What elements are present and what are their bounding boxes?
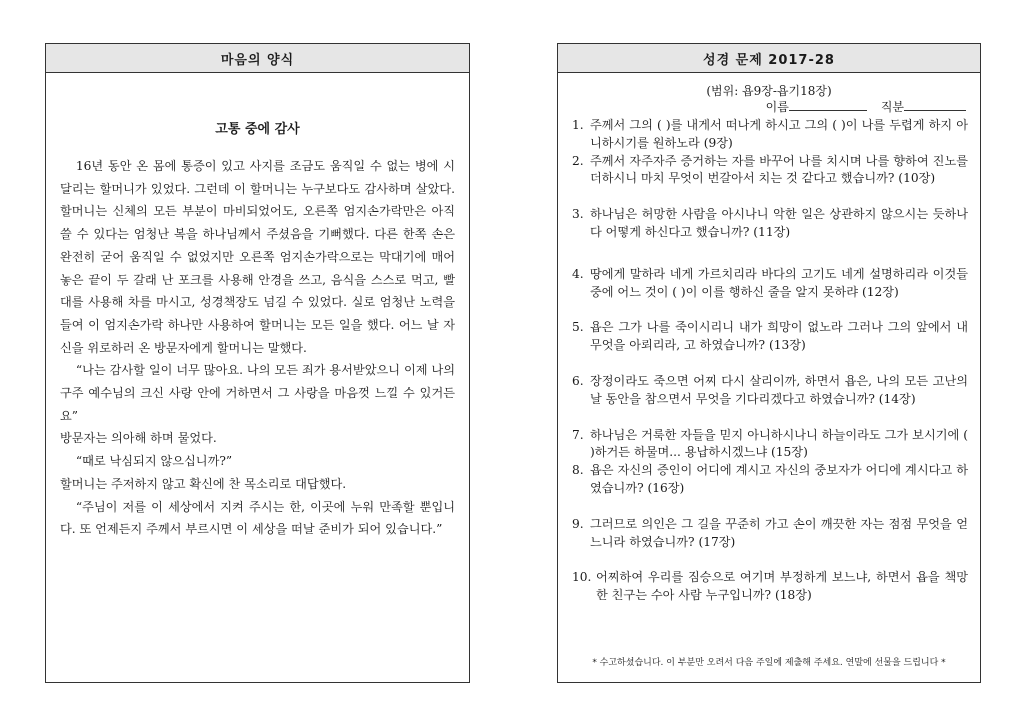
question-text: 주께서 그의 ( )를 내게서 떠나게 하시고 그의 ( )이 나를 두렵게 하지 아니하시기를 원하노라 (9장) [590,118,968,150]
name-label: 이름 [765,100,789,114]
left-header: 마음의 양식 [46,44,469,73]
name-position-line [558,99,980,115]
question-2 [572,153,968,189]
question-list [558,117,980,605]
question-text: 하나님은 거룩한 자들을 믿지 아니하시나니 하늘이라도 그가 보시기에 ( )하거든 하물며... 용납하시겠느냐 (15장) [590,427,968,460]
question-1 [572,117,968,153]
question-text: 주께서 자주자주 증거하는 자를 바꾸어 나를 치시며 나를 향하여 진노를 더하시니 마치 무엇이 번갈아서 치는 것 같다고 했습니까? (10장) [590,153,968,186]
question-number: 2. [572,153,584,168]
question-6 [572,373,968,409]
question-number: 3. [572,207,584,222]
essay-paragraph: 할머니는 주저하지 않고 확신에 찬 목소리로 대답했다. [60,476,347,491]
right-panel [557,43,981,683]
essay-paragraph: 방문자는 의아해 하며 물었다. [60,431,217,446]
question-number: 10. [572,570,592,585]
question-7 [572,427,968,463]
question-number: 9. [572,516,584,531]
footnote: * 수고하셨습니다. 이 부분만 오려서 다음 주일에 제출해 주세요. 연말에 선물을 드립니다 * [592,658,946,668]
question-number: 5. [572,320,584,335]
question-text: 장정이라도 죽으면 어찌 다시 살리이까, 하면서 욥은, 나의 모든 고난의 날 동안을 참으면서 무엇을 기다리겠다고 하였습니까? (14장) [590,373,968,406]
question-text: 땅에게 말하라 네게 가르치리라 바다의 고기도 네게 설명하리라 이것들 중에 어느 것이 ( )이 이를 행하신 줄을 알지 못하랴 (12장) [590,266,968,299]
question-text: 그러므로 의인은 그 길을 꾸준히 가고 손이 깨끗한 자는 점점 무엇을 얻느니라 하였습니까? (17장) [590,516,968,549]
right-header: 성경 문제 2017-28 [558,44,980,73]
question-9 [572,516,968,552]
essay-title: 고통 중에 감사 [215,122,300,137]
name-blank[interactable] [789,99,867,111]
question-text: 욥은 그가 나를 죽이시리니 내가 희망이 없노라 그러나 그의 앞에서 내 무엇을 아뢰리라, 고 하였습니까? (13장) [590,320,968,353]
question-3 [572,206,968,242]
question-number: 8. [572,463,584,478]
essay-paragraph: 16년 동안 온 몸에 통증이 있고 사지를 조금도 움직일 수 없는 병에 시달리는 할머니가 있었다. 그런데 이 할머니는 누구보다도 감사하며 살았다. 할머니는 신체의 모든 부분이 마비되었어도, 오른쪽 엄지손가락만은 아직 쓸 수 있다는 엄청난 복을 하나님께서 주셨음을 기뻐했다. 다른 한쪽 손은 완전히 굳어 움직일 수 없었지만 오른쪽 엄지손가락으로는 막대기에 매어 놓은 끝이 두 갈래 난 포크를 사용해 안경을 쓰고, 음식을 스스로 먹고, 빨대를 사용해 차를 마시고, 성경책장도 넘길 수 있었다. 실로 엄청난 노력을 들여 이 엄지손가락 하나만 사용하여 할머니는 모든 일을 했다. 어느 날 자신을 위로하러 온 방문자에게 할머니는 말했다. [60,159,455,355]
position-blank[interactable] [904,99,966,111]
left-panel [45,43,470,683]
question-number: 6. [572,373,584,388]
position-label: 직분 [880,100,904,114]
question-4 [572,266,968,302]
question-text: 어찌하여 우리를 짐승으로 여기며 부정하게 보느냐, 하면서 욥을 책망한 친구는 수아 사람 누구입니까? (18장) [596,570,968,603]
question-5 [572,319,968,355]
question-8 [572,462,968,498]
essay-paragraph: “나는 감사할 일이 너무 많아요. 나의 모든 죄가 용서받았으니 이제 나의 구주 예수님의 크신 사랑 안에 거하면서 그 사랑을 마음껏 느낄 수 있거든요” [60,363,455,423]
question-number: 1. [572,118,584,132]
question-text: 하나님은 허망한 사람을 아시나니 악한 일은 상관하지 않으시는 듯하나 다 어떻게 하신다고 했습니까? (11장) [590,207,968,239]
essay-body [46,155,469,541]
question-text: 욥은 자신의 증인이 어디에 계시고 자신의 중보자가 어디에 계시다고 하였습니까? (16장) [590,463,968,495]
question-number: 4. [572,266,584,281]
essay-paragraph: “주님이 저를 이 세상에서 지켜 주시는 한, 이곳에 누워 만족할 뿐입니다. 또 언제든지 주께서 부르시면 이 세상을 떠날 준비가 되어 있습니다.” [60,499,455,537]
question-number: 7. [572,427,584,442]
quiz-range: (범위: 욥9장-욥기18장) [706,84,832,98]
essay-paragraph: “때로 낙심되지 않으십니까?” [75,454,233,469]
question-10 [572,569,968,605]
